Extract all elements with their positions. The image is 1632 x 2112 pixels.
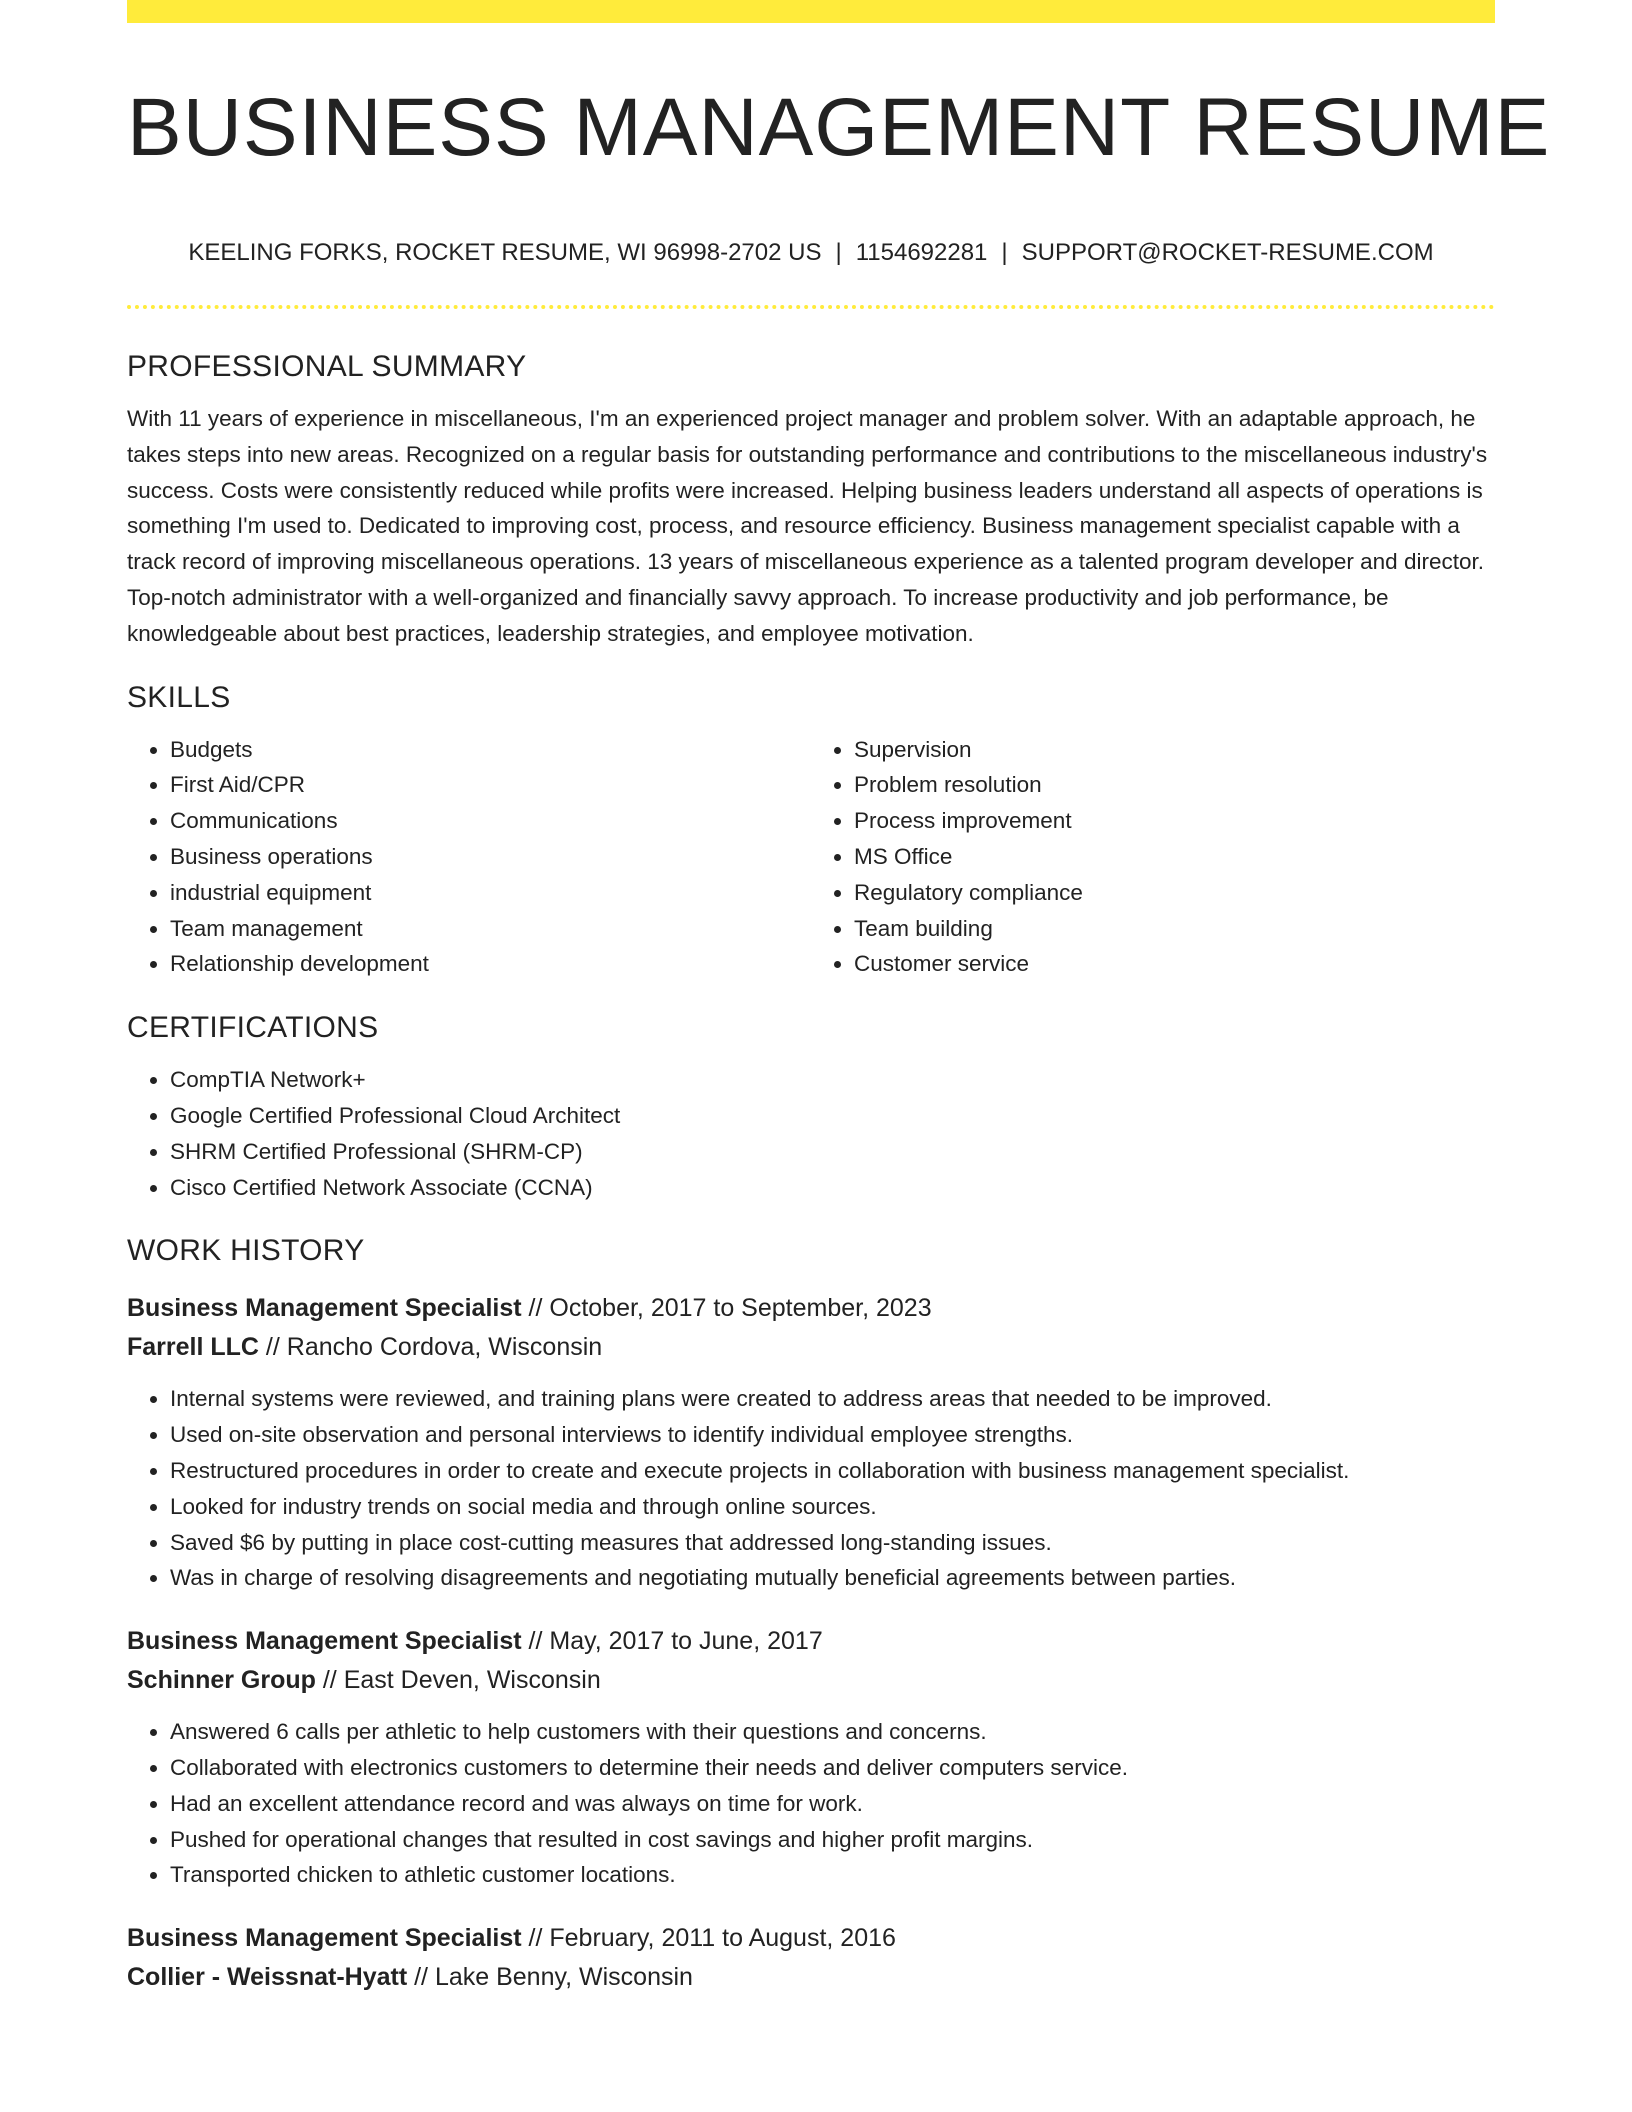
job-entry bbox=[127, 1622, 1495, 1893]
certifications-list bbox=[127, 1062, 1495, 1205]
skill-item: • Problem resolution bbox=[854, 767, 1495, 803]
job-title-line bbox=[127, 1289, 1495, 1328]
contact-separator: | bbox=[835, 239, 842, 266]
job-duty-item: • Pushed for operational changes that resulted in cost savings and higher profit margins. bbox=[170, 1822, 1495, 1858]
job-title: Business Management Specialist bbox=[127, 1627, 522, 1656]
certification-item: • Google Certified Professional Cloud Architect bbox=[170, 1098, 1495, 1134]
job-dates: // May, 2017 to June, 2017 bbox=[521, 1627, 823, 1656]
top-accent-bar bbox=[127, 0, 1495, 23]
job-entry bbox=[127, 1919, 1495, 1997]
job-title: Business Management Specialist bbox=[127, 1924, 522, 1953]
job-company-line bbox=[127, 1958, 1495, 1997]
job-duty-item: • Internal systems were reviewed, and training plans were created to address areas that needed to be improved. bbox=[170, 1381, 1495, 1417]
certification-item: • SHRM Certified Professional (SHRM-CP) bbox=[170, 1134, 1495, 1170]
skill-item: • Customer service bbox=[854, 946, 1495, 982]
certification-item: • Cisco Certified Network Associate (CCNA) bbox=[170, 1170, 1495, 1206]
job-duties-list bbox=[127, 1714, 1495, 1893]
job-duties-list bbox=[127, 1381, 1495, 1596]
certifications-heading: CERTIFICATIONS bbox=[127, 1011, 379, 1045]
contact-email: SUPPORT@ROCKET-RESUME.COM bbox=[1021, 239, 1434, 266]
skill-item: • Communications bbox=[170, 803, 811, 839]
job-dates: // February, 2011 to August, 2016 bbox=[521, 1924, 896, 1953]
skill-item: • Regulatory compliance bbox=[854, 875, 1495, 911]
job-company: Farrell LLC bbox=[127, 1333, 259, 1362]
jobs-list bbox=[127, 1289, 1495, 1997]
skill-item: • Team management bbox=[170, 911, 811, 947]
contact-separator: | bbox=[1001, 239, 1008, 266]
skill-item: • Supervision bbox=[854, 732, 1495, 768]
summary-section bbox=[127, 345, 1495, 652]
skill-item: • Team building bbox=[854, 911, 1495, 947]
job-location: // East Deven, Wisconsin bbox=[315, 1666, 601, 1695]
job-company: Collier - Weissnat-Hyatt bbox=[127, 1963, 408, 1992]
certifications-section bbox=[127, 1006, 1495, 1205]
job-duty-item: • Collaborated with electronics customers to determine their needs and deliver computers service. bbox=[170, 1750, 1495, 1786]
job-duty-item: • Answered 6 calls per athletic to help customers with their questions and concerns. bbox=[170, 1714, 1495, 1750]
skill-item: • industrial equipment bbox=[170, 875, 811, 911]
job-title: Business Management Specialist bbox=[127, 1294, 522, 1323]
skill-item: • Business operations bbox=[170, 839, 811, 875]
job-title-line bbox=[127, 1622, 1495, 1661]
job-company-line bbox=[127, 1661, 1495, 1700]
certification-item: • CompTIA Network+ bbox=[170, 1062, 1495, 1098]
summary-heading: PROFESSIONAL SUMMARY bbox=[127, 350, 527, 383]
job-company: Schinner Group bbox=[127, 1666, 316, 1695]
skills-section bbox=[127, 676, 1495, 983]
job-duty-item: • Saved $6 by putting in place cost-cutting measures that addressed long-standing issues. bbox=[170, 1525, 1495, 1561]
summary-text: With 11 years of experience in miscellaneous, I'm an experienced project manager and problem solver. With an adaptable approach, he takes steps into new areas. Recognized on a regular basis for outstanding performance and contributions to the miscellaneous industry's success. Costs were consistently reduced while profits were increased. Helping business leaders understand all aspects of operations is something I'm used to. Dedicated to improving cost, process, and resource efficiency. Business management specialist capable with a track record of improving miscellaneous operations. 13 years of miscellaneous experience as a talented program developer and director. Top-notch administrator with a well-organized and financially savvy approach. To increase productivity and job performance, be knowledgeable about best practices, leadership strategies, and employee motivation. bbox=[127, 406, 1488, 646]
work-history-section bbox=[127, 1229, 1495, 1997]
job-duty-item: • Transported chicken to athletic customer locations. bbox=[170, 1857, 1495, 1893]
job-duty-item: • Restructured procedures in order to create and execute projects in collaboration with business management specialist. bbox=[170, 1453, 1495, 1489]
job-duty-item: • Had an excellent attendance record and was always on time for work. bbox=[170, 1786, 1495, 1822]
skill-item: • MS Office bbox=[854, 839, 1495, 875]
skills-list-left bbox=[127, 732, 811, 983]
skill-item: • Budgets bbox=[170, 732, 811, 768]
contact-line bbox=[127, 235, 1495, 271]
skills-grid bbox=[127, 732, 1495, 983]
skill-item: • Relationship development bbox=[170, 946, 811, 982]
job-location: // Rancho Cordova, Wisconsin bbox=[258, 1333, 603, 1362]
skill-item: • First Aid/CPR bbox=[170, 767, 811, 803]
job-title-line bbox=[127, 1919, 1495, 1958]
resume-title: BUSINESS MANAGEMENT RESUME bbox=[127, 82, 1551, 173]
job-location: // Lake Benny, Wisconsin bbox=[407, 1963, 693, 1992]
job-dates: // October, 2017 to September, 2023 bbox=[521, 1294, 932, 1323]
contact-phone: 1154692281 bbox=[855, 239, 988, 266]
job-duty-item: • Looked for industry trends on social media and through online sources. bbox=[170, 1489, 1495, 1525]
job-company-line bbox=[127, 1328, 1495, 1367]
job-duty-item: • Was in charge of resolving disagreements and negotiating mutually beneficial agreements between parties. bbox=[170, 1560, 1495, 1596]
work-history-heading: WORK HISTORY bbox=[127, 1234, 365, 1268]
job-entry bbox=[127, 1289, 1495, 1596]
resume-content bbox=[127, 345, 1495, 1997]
contact-address: KEELING FORKS, ROCKET RESUME, WI 96998-2702 US bbox=[188, 239, 822, 266]
skill-item: • Process improvement bbox=[854, 803, 1495, 839]
skills-heading: SKILLS bbox=[127, 680, 231, 714]
skills-list-right bbox=[811, 732, 1495, 983]
job-duty-item: • Used on-site observation and personal interviews to identify individual employee strengths. bbox=[170, 1417, 1495, 1453]
dotted-divider bbox=[127, 305, 1495, 309]
